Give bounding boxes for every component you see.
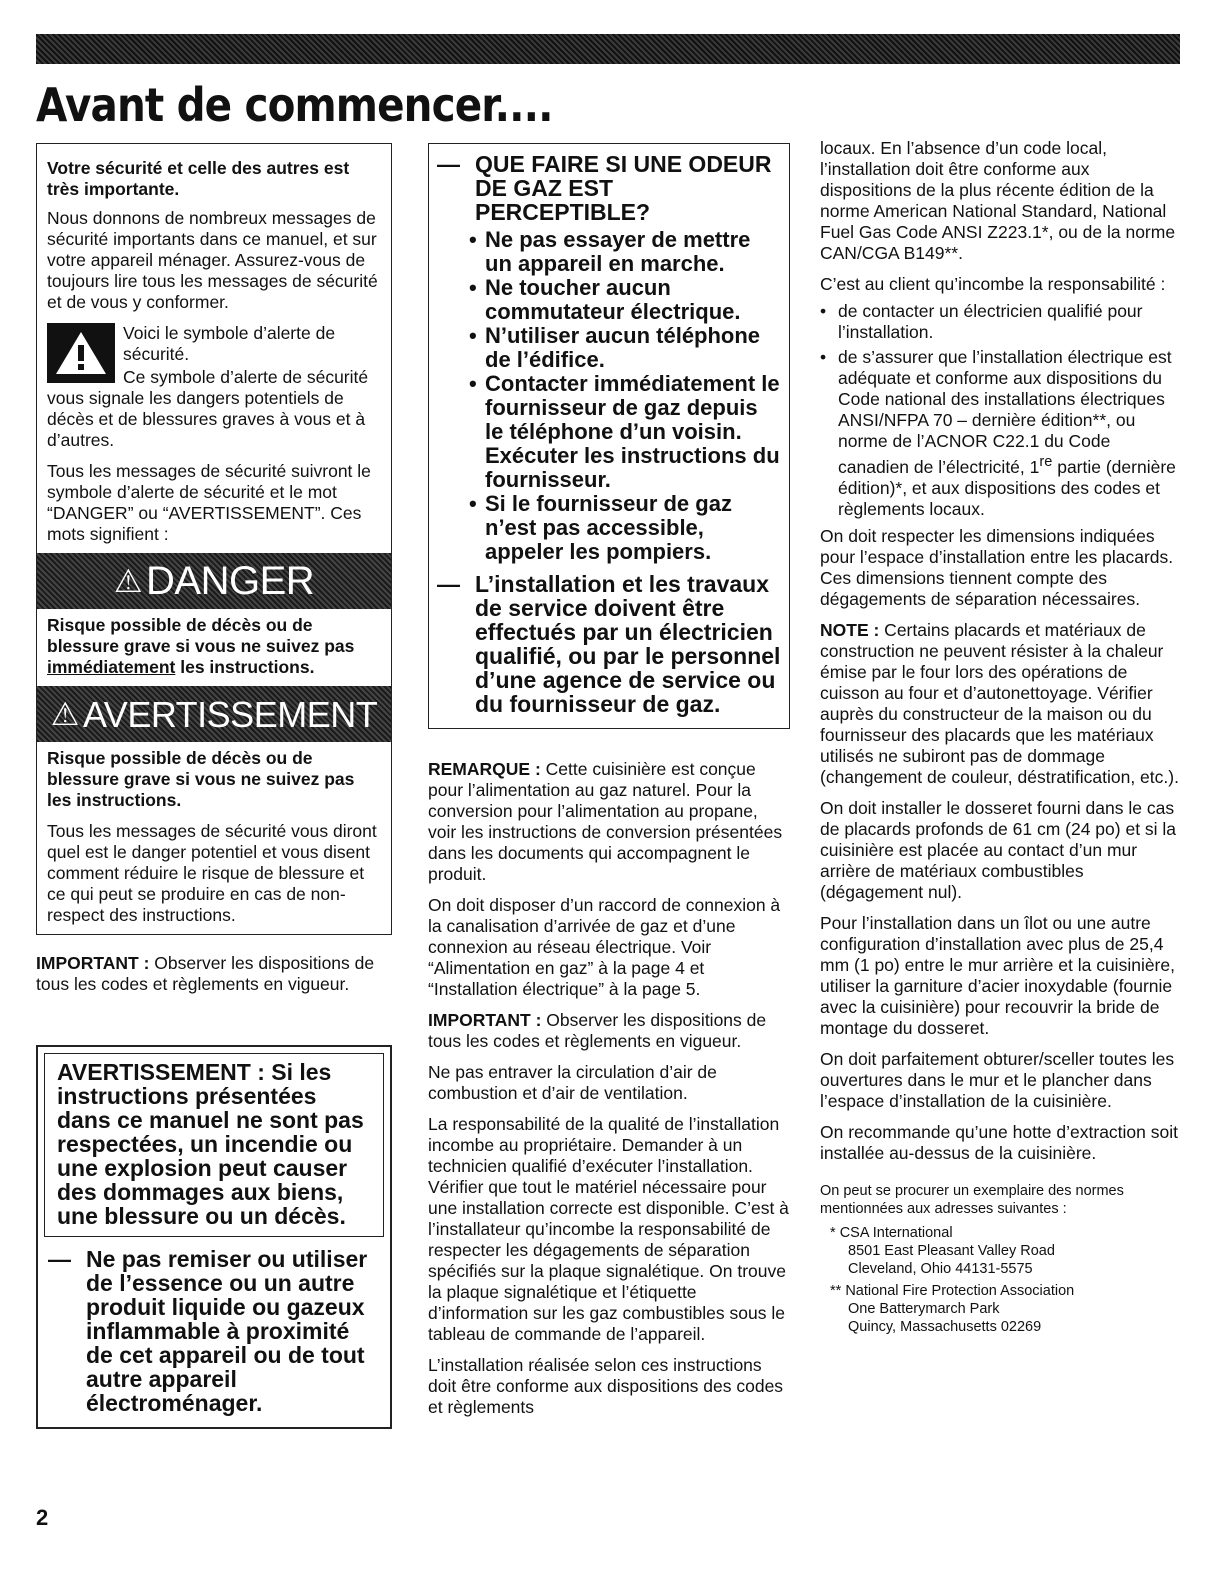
safety-intro: Nous donnons de nombreux messages de sécurité importants dans ce manuel, et sur votre appareil ménager. Assurez-vous de toujours lire tous les messages de sécurité et de vous y conformer. [47, 208, 378, 312]
all-messages-text: Tous les messages de sécurité suivront le symbole d’alerte de sécurité et le mot “DANGER” ou “AVERTISSEMENT”. Ces mots signifient : [47, 461, 371, 544]
obturer-text: On doit parfaitement obturer/sceller toutes les ouvertures dans le mur et le plancher dans l’espace d’installation de la cuisinière. [820, 1048, 1175, 1111]
column-1 [36, 143, 392, 1429]
warning-banner [37, 686, 391, 742]
gas-odor-heading [437, 152, 781, 224]
dosseret-text: On doit installer le dosseret fourni dans le cas de placards profonds de 61 cm (24 po) et si la cuisinière est placée au contact d’un mur arrière de matériaux combustibles (dégagement nul). [820, 797, 1177, 902]
list-item [469, 228, 781, 276]
csa-address [830, 1224, 1180, 1278]
fire-warning-text: AVERTISSEMENT : Si les instructions présentées dans ce manuel ne sont pas respectées, un incendie ou une explosion peut causer des dommages aux biens, une blessure ou un décès. [44, 1053, 384, 1237]
address-line: CSA International [839, 1224, 953, 1241]
list-item-text: Si le fournisseur de gaz n’est pas accessible, appeler les pompiers. [485, 491, 732, 564]
remarque-text: Cette cuisinière est conçue pour l’alimentation au gaz naturel. Pour la conversion pour l’alimentation au propane, voir les instructions de conversion présentées dans les documents qui accompagnent le produit. [428, 759, 783, 884]
dimensions-text: On doit respecter les dimensions indiquées pour l’espace d’installation entre les placards. Ces dimensions tiennent compte des dégagements de séparation nécessaires. [820, 525, 1174, 609]
service-note [437, 572, 781, 716]
superscript: re [1039, 454, 1053, 470]
standards-intro: On peut se procurer un exemplaire des normes mentionnées aux adresses suivantes : [820, 1182, 1124, 1217]
list-item-text: Ne pas essayer de mettre un appareil en marche. [485, 227, 751, 276]
bullet-mark: • [469, 275, 477, 300]
bullet-mark: • [469, 371, 477, 396]
list-item [469, 492, 781, 564]
list-item-text: Ne toucher aucun commutateur électrique. [485, 275, 741, 324]
hotte-text: On recommande qu’une hotte d’extraction soit installée au-dessus de la cuisinière. [820, 1121, 1178, 1163]
symbol-line-1: Voici le symbole d’alerte de sécurité. [123, 323, 336, 364]
list-item [820, 301, 1180, 343]
danger-banner [37, 553, 391, 609]
danger-text-underlined: immédiatement [47, 657, 176, 677]
important-note-2 [428, 1010, 790, 1052]
safety-alert-icon [47, 323, 115, 383]
list-item [469, 324, 781, 372]
remarque-note [428, 759, 790, 885]
fire-warning-item-text: Ne pas remiser ou utiliser de l’essence ou un autre produit liquide ou gazeux inflammable à proximité de cet appareil ou de tout autre appareil électroménager. [86, 1246, 368, 1416]
gas-odor-list [469, 228, 781, 564]
footnote-mark: ** [830, 1282, 842, 1299]
gas-odor-box [428, 143, 790, 729]
client-list [820, 301, 1180, 520]
column-3 [820, 138, 1180, 1336]
address-line: One Batterymarch Park [848, 1300, 1000, 1317]
important-text: Observer les dispositions de tous les codes et règlements en vigueur. [428, 1010, 767, 1051]
gas-odor-heading-text: QUE FAIRE SI UNE ODEUR DE GAZ EST PERCEPTIBLE? [475, 151, 772, 225]
danger-text-part: les instructions. [175, 657, 315, 677]
bullet-mark: • [469, 491, 477, 516]
symbol-line-2: Ce symbole d’alerte de sécurité vous signale les dangers potentiels de décès et de blessures graves à vous et à d’autres. [47, 367, 369, 450]
standards-addresses [820, 1182, 1180, 1336]
danger-text [37, 615, 391, 678]
page-number: 2 [36, 1505, 49, 1530]
list-item-text-part: de s’assurer que l’installation électrique est adéquate et conforme aux dispositions du Code national des installations électriques ANSI/NFPA 70 – dernière édition**, ou norme de l’ACNOR C22.1 du Code canadien de l’électricité, 1 [838, 347, 1172, 477]
danger-text-part: Risque possible de décès ou de blessure grave si vous ne suivez pas [47, 615, 355, 656]
address-line: National Fire Protection Association [845, 1282, 1075, 1299]
warning-alert-icon: ⚠ [50, 695, 79, 732]
list-item [469, 276, 781, 324]
air-text: Ne pas entraver la circulation d’air de combustion et d’air de ventilation. [428, 1062, 717, 1103]
dash-mark: — [437, 571, 460, 597]
safety-box [36, 143, 392, 935]
warning-word: AVERTISSEMENT [82, 693, 378, 735]
fire-warning-item [38, 1237, 390, 1427]
list-item-text: Contacter immédiatement le fournisseur de gaz depuis le téléphone d’un voisin. Exécuter les instructions du fournisseur. [485, 371, 780, 492]
list-item-text: N’utiliser aucun téléphone de l’édifice. [485, 323, 761, 372]
list-item-text [838, 347, 1180, 520]
safety-closing: Tous les messages de sécurité vous diront quel est le danger potentiel et vous disent comment réduire le risque de blessure et ce qui peut se produire en cas de non-respect des instructions. [47, 821, 377, 925]
ilot-text: Pour l’installation dans un îlot ou une autre configuration d’installation avec plus de 25,4 mm (1 po) entre le mur arrière et la cuisinière, utiliser la garniture d’acier inoxydable (fournie avec la cuisinière) pour recouvrir la bride de montage du dosseret. [820, 912, 1175, 1038]
list-item-text: de contacter un électricien qualifié pour l’installation. [838, 301, 1143, 342]
bullet-mark: • [469, 227, 477, 252]
address-line: Cleveland, Ohio 44131-5575 [848, 1260, 1033, 1277]
note-label: NOTE : [820, 619, 880, 640]
dash-mark: — [48, 1246, 71, 1272]
address-line: 8501 East Pleasant Valley Road [848, 1242, 1055, 1259]
danger-word: DANGER [146, 558, 315, 603]
danger-alert-icon: ⚠ [113, 562, 143, 599]
note-body: Certains placards et matériaux de construction ne peuvent résister à la chaleur émise par le four lors des opérations de cuisson au four et d’autonettoyage. Vérifier auprès du constructeur de la maison ou du fournisseur des placards que les matériaux utilisés ne subiront pas de dommage (changement de couleur, déstratification, etc.). [820, 619, 1179, 787]
bullet-mark: • [820, 347, 827, 367]
note-text [820, 620, 1180, 788]
fire-warning-box [36, 1045, 392, 1429]
client-text: C’est au client qu’incombe la responsabilité : [820, 274, 1166, 294]
responsabilite-text: La responsabilité de la qualité de l’installation incombe au propriétaire. Demander à un technicien qualifié d’exécuter l’installation. Vérifier que tout le matériel nécessaire pour une installation correcte est disponible. C’est à l’installateur qu’incombe la responsabilité de respecter les dégagements de séparation spécifiés sur la plaque signalétique. On trouve la plaque signalétique et l’étiquette d’information sur les gaz combustibles sous le tableau de commande de l’appareil. [428, 1114, 789, 1344]
warning-text: Risque possible de décès ou de blessure grave si vous ne suivez pas les instructions. [47, 748, 355, 810]
important-label: IMPORTANT : [428, 1010, 542, 1030]
column-2 [428, 143, 790, 1428]
important-note-1 [36, 953, 392, 995]
raccord-text: On doit disposer d’un raccord de connexion à la canalisation d’arrivée de gaz et d’une connexion au réseau électrique. Voir “Alimentation en gaz” à la page 4 et “Installation électrique” à la page 5. [428, 895, 781, 999]
dash-mark: — [437, 151, 460, 177]
address-line: Quincy, Massachusetts 02269 [848, 1318, 1042, 1335]
footnote-mark: * [830, 1224, 836, 1241]
service-note-text: L’installation et les travaux de service doivent être effectués par un électricien qualifié, ou par le personnel d’une agence de service ou du fournisseur de gaz. [475, 571, 781, 717]
safety-heading: Votre sécurité et celle des autres est très importante. [47, 158, 350, 199]
bullet-mark: • [820, 301, 827, 321]
list-item [820, 347, 1180, 520]
top-pattern-bar [36, 34, 1180, 64]
important-label: IMPORTANT : [36, 953, 150, 973]
bullet-mark: • [469, 323, 477, 348]
page-title: Avant de commencer.... [36, 78, 553, 132]
remarque-label: REMARQUE : [428, 759, 541, 779]
nfpa-address [830, 1282, 1180, 1336]
installation-text: L’installation réalisée selon ces instructions doit être conforme aux dispositions des codes et règlements [428, 1355, 784, 1417]
list-item-text-part: partie (dernière édition)*, et aux dispositions des codes et règlements locaux. [838, 456, 1176, 519]
locaux-text: locaux. En l’absence d’un code local, l’installation doit être conforme aux dispositions de la plus récente édition de la norme American National Standard, National Fuel Gas Code ANSI Z223.1*, ou de la norme CAN/CGA B149**. [820, 138, 1176, 263]
important-text: Observer les dispositions de tous les codes et règlements en vigueur. [36, 953, 375, 994]
list-item [469, 372, 781, 492]
